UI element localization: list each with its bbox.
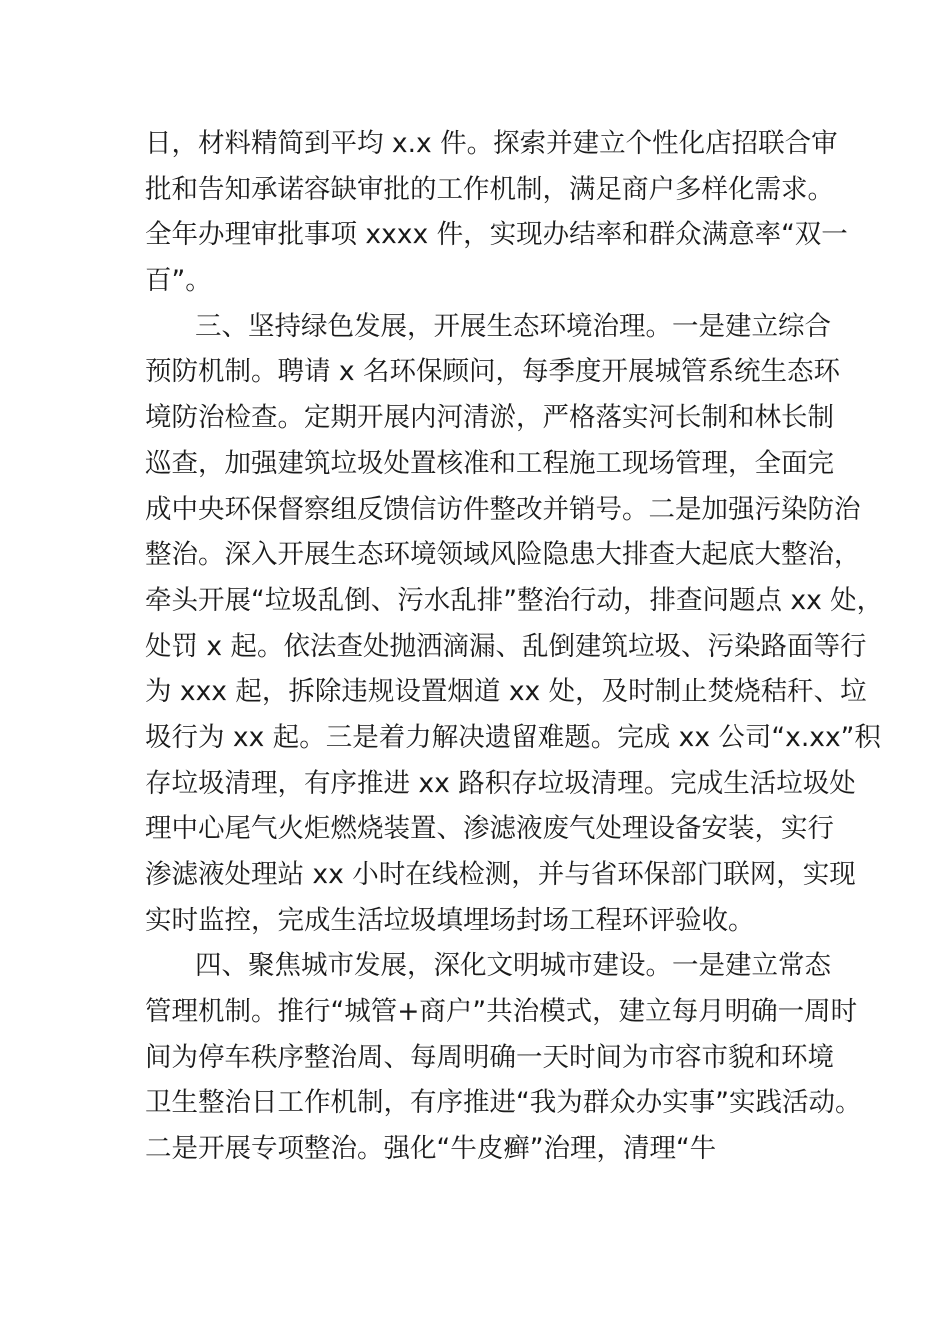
section-heading-line: 三、坚持绿色发展，开展生态环境治理。一是建立综合 (195, 310, 831, 342)
body-text (145, 121, 884, 1172)
text-line: 全年办理审批事项 xxxx 件，实现办结率和群众满意率“双一 (145, 219, 848, 251)
text-line: 渗滤液处理站 xx 小时在线检测，并与省环保部门联网，实现 (145, 859, 856, 890)
section-heading-line: 四、聚焦城市发展，深化文明城市建设。一是建立常态 (195, 950, 831, 982)
text-line: 间为停车秩序整治周、每周明确一天时间为市容市貌和环境 (145, 1041, 834, 1073)
text-line: 存垃圾清理，有序推进 xx 路积存垃圾清理。完成生活垃圾处 (145, 767, 856, 799)
text-line: 管理机制。推行“城管+商户”共治模式，建立每月明确一周时 (145, 996, 858, 1028)
text-line: 理中心尾气火炬燃烧装置、渗滤液废气处理设备安装，实行 (145, 813, 834, 845)
text-line: 圾行为 xx 起。三是着力解决遗留难题。完成 xx 公司“x.xx”积 (145, 721, 881, 753)
text-line: 卫生整治日工作机制，有序推进“我为群众办实事”实践活动。 (145, 1087, 862, 1119)
text-line: 牵头开展“垃圾乱倒、污水乱排”整治行动，排查问题点 xx 处， (145, 584, 884, 616)
text-line: 为 xxx 起，拆除违规设置烟道 xx 处，及时制止焚烧秸秆、垃 (145, 676, 867, 708)
text-line: 巡查，加强建筑垃圾处置核准和工程施工现场管理，全面完 (145, 447, 834, 479)
text-line: 批和告知承诺容缺审批的工作机制，满足商户多样化需求。 (145, 173, 834, 205)
text-line: 日，材料精简到平均 x.x 件。探索并建立个性化店招联合审 (145, 128, 838, 159)
text-line: 整治。深入开展生态环境领域风险隐患大排查大起底大整治， (145, 539, 861, 571)
text-line: 境防治检查。定期开展内河清淤，严格落实河长制和林长制 (145, 402, 834, 434)
text-line: 百”。 (145, 265, 212, 297)
text-line: 成中央环保督察组反馈信访件整改并销号。二是加强污染防治 (145, 493, 861, 525)
text-line: 实时监控，完成生活垃圾填埋场封场工程环评验收。 (145, 904, 755, 936)
text-line: 二是开展专项整治。强化“牛皮癣”治理，清理“牛 (145, 1133, 717, 1165)
text-line: 预防机制。聘请 x 名环保顾问，每季度开展城管系统生态环 (145, 356, 841, 388)
text-line: 处罚 x 起。依法查处抛洒滴漏、乱倒建筑垃圾、污染路面等行 (145, 630, 867, 662)
